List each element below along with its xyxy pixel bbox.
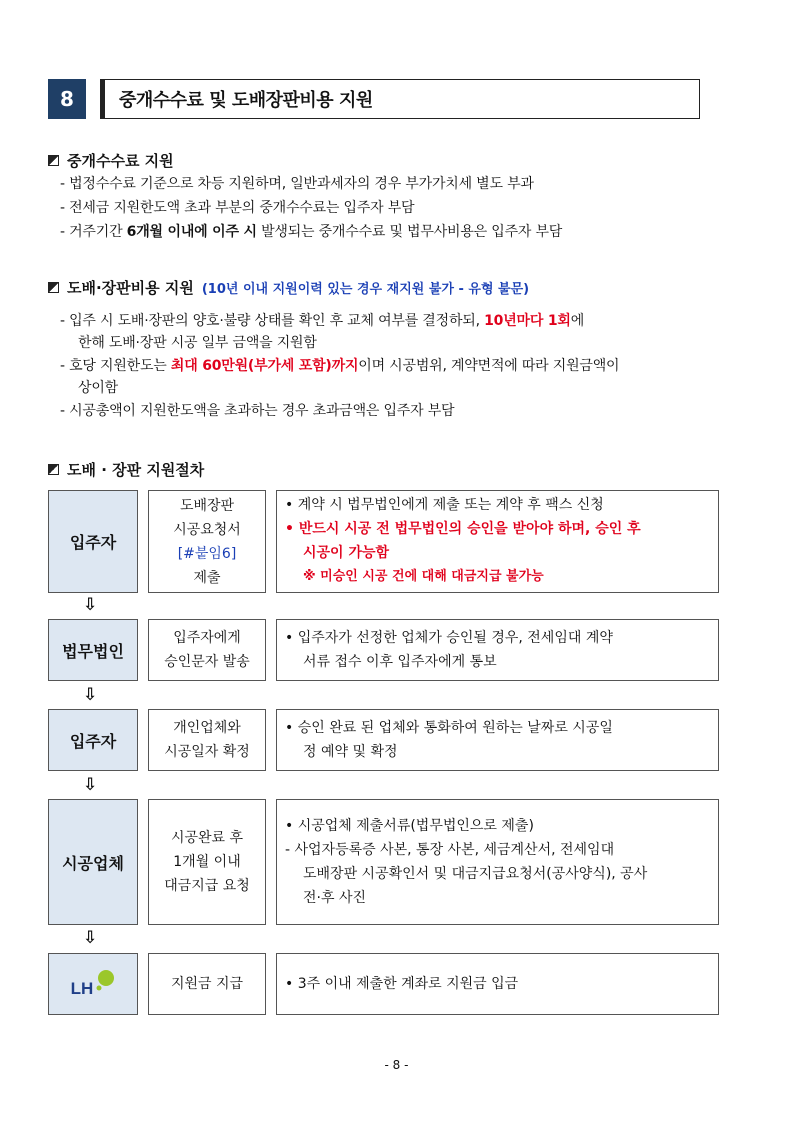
desc-line-warning: • 반드시 시공 전 법무법인의 승인을 받아야 하며, 승인 후 — [285, 521, 641, 537]
page-number: - 8 - — [384, 1058, 409, 1072]
desc-line: 정 예약 및 확정 — [303, 744, 398, 760]
section-number-badge: 8 — [48, 79, 86, 119]
text-line: - 전세금 지원한도액 초과 부분의 중개수수료는 입주자 부담 — [60, 200, 415, 216]
step-text: 지원금 지급 — [170, 976, 244, 992]
desc-line-warning: 시공이 가능함 — [303, 545, 390, 561]
down-arrow-icon: ⇩ — [83, 595, 98, 615]
lh-logo-text: LH — [70, 979, 94, 998]
desc-line: • 시공업체 제출서류(법무법인으로 제출) — [285, 818, 534, 834]
section-heading-text: 중개수수료 지원 — [67, 152, 174, 170]
bold-text: 6개월 이내에 이주 시 — [126, 224, 257, 240]
text-line — [60, 222, 562, 242]
lh-logo — [71, 969, 116, 999]
text-span: - 호당 지원한도는 — [60, 358, 171, 374]
step-text: 1개월 이내 — [173, 854, 241, 870]
step-text: 개인업체와 — [173, 720, 241, 736]
text-line: - 법정수수료 기준으로 차등 지원하며, 일반과세자의 경우 부가가치세 별도 부과 — [60, 176, 534, 192]
text-line: 한해 도배·장판 시공 일부 금액을 지원함 — [78, 335, 317, 351]
flow-description — [276, 709, 719, 771]
text-span: 발생되는 중개수수료 및 법무사비용은 입주자 부담 — [256, 224, 563, 240]
step-attachment-ref: [#붙임6] — [177, 545, 237, 562]
section-heading-text: 도배·장판비용 지원 — [67, 279, 194, 297]
text-span: 이며 시공범위, 계약면적에 따라 지원금액이 — [358, 358, 620, 374]
down-arrow-icon: ⇩ — [83, 685, 98, 705]
desc-line-notice: ※ 미승인 시공 건에 대해 대금지급 불가능 — [303, 569, 544, 584]
desc-line: - 사업자등록증 사본, 통장 사본, 세금계산서, 전세임대 — [285, 842, 615, 858]
step-text: 시공일자 확정 — [164, 744, 250, 760]
flow-description — [276, 799, 719, 925]
desc-line: • 3주 이내 제출한 계좌로 지원금 입금 — [285, 976, 519, 992]
step-text: 승인문자 발송 — [164, 654, 250, 670]
highlight-text: 10년마다 1회 — [484, 313, 571, 329]
step-text: 입주자에게 — [173, 630, 241, 646]
text-line: 상이함 — [78, 380, 118, 396]
text-line: - 시공총액이 지원한도액을 초과하는 경우 초과금액은 입주자 부담 — [60, 403, 455, 419]
step-text: 제출 — [193, 569, 221, 586]
down-arrow-icon: ⇩ — [83, 775, 98, 795]
text-line — [60, 311, 584, 331]
desc-line: • 입주자가 선정한 업체가 승인될 경우, 전세임대 계약 — [285, 630, 613, 646]
flow-step-request — [148, 490, 266, 593]
section-heading-text: 도배 · 장판 지원절차 — [67, 461, 205, 479]
section-heading-wallpaper — [48, 277, 529, 298]
flow-step-approval — [148, 619, 266, 681]
flow-step-payment-request — [148, 799, 266, 925]
page-title: 중개수수료 및 도배장판비용 지원 — [100, 79, 700, 119]
flow-actor-law-firm: 법무법인 — [48, 619, 138, 681]
flow-actor-lh — [48, 953, 138, 1015]
square-bullet-icon — [48, 282, 59, 293]
flow-description — [276, 619, 719, 681]
flow-actor-tenant: 입주자 — [48, 709, 138, 771]
text-line — [60, 356, 619, 376]
text-span: 에 — [570, 313, 585, 329]
text-span: - 거주기간 — [60, 224, 127, 240]
step-text: 대금지급 요청 — [164, 878, 250, 894]
square-bullet-icon — [48, 155, 59, 166]
section-heading-brokerage — [48, 150, 174, 171]
desc-line: 전·후 사진 — [303, 890, 366, 906]
flow-description — [276, 490, 719, 593]
flow-actor-tenant: 입주자 — [48, 490, 138, 593]
flow-step-schedule — [148, 709, 266, 771]
step-text: 시공완료 후 — [170, 830, 244, 846]
flow-actor-contractor: 시공업체 — [48, 799, 138, 925]
lh-logo-circle-icon — [95, 969, 115, 991]
step-text: 도배장판 — [179, 497, 235, 514]
flow-description — [276, 953, 719, 1015]
highlight-text: 최대 60만원(부가세 포함)까지 — [170, 358, 359, 374]
desc-line: 도배장판 시공확인서 및 대금지급요청서(공사양식), 공사 — [303, 866, 648, 882]
text-span: - 입주 시 도배·장판의 양호·불량 상태를 확인 후 교체 여부를 결정하되, — [60, 313, 485, 329]
flow-step-payment — [148, 953, 266, 1015]
square-bullet-icon — [48, 464, 59, 475]
step-text: 시공요청서 — [173, 521, 241, 538]
section-note: (10년 이내 지원이력 있는 경우 재지원 불가 - 유형 불문) — [201, 282, 530, 297]
section-heading-procedure — [48, 459, 204, 480]
desc-line: • 승인 완료 된 업체와 통화하여 원하는 날짜로 시공일 — [285, 720, 613, 736]
down-arrow-icon: ⇩ — [83, 928, 98, 948]
desc-line: • 계약 시 법무법인에게 제출 또는 계약 후 팩스 신청 — [285, 497, 604, 513]
desc-line: 서류 접수 이후 입주자에게 통보 — [303, 654, 497, 670]
